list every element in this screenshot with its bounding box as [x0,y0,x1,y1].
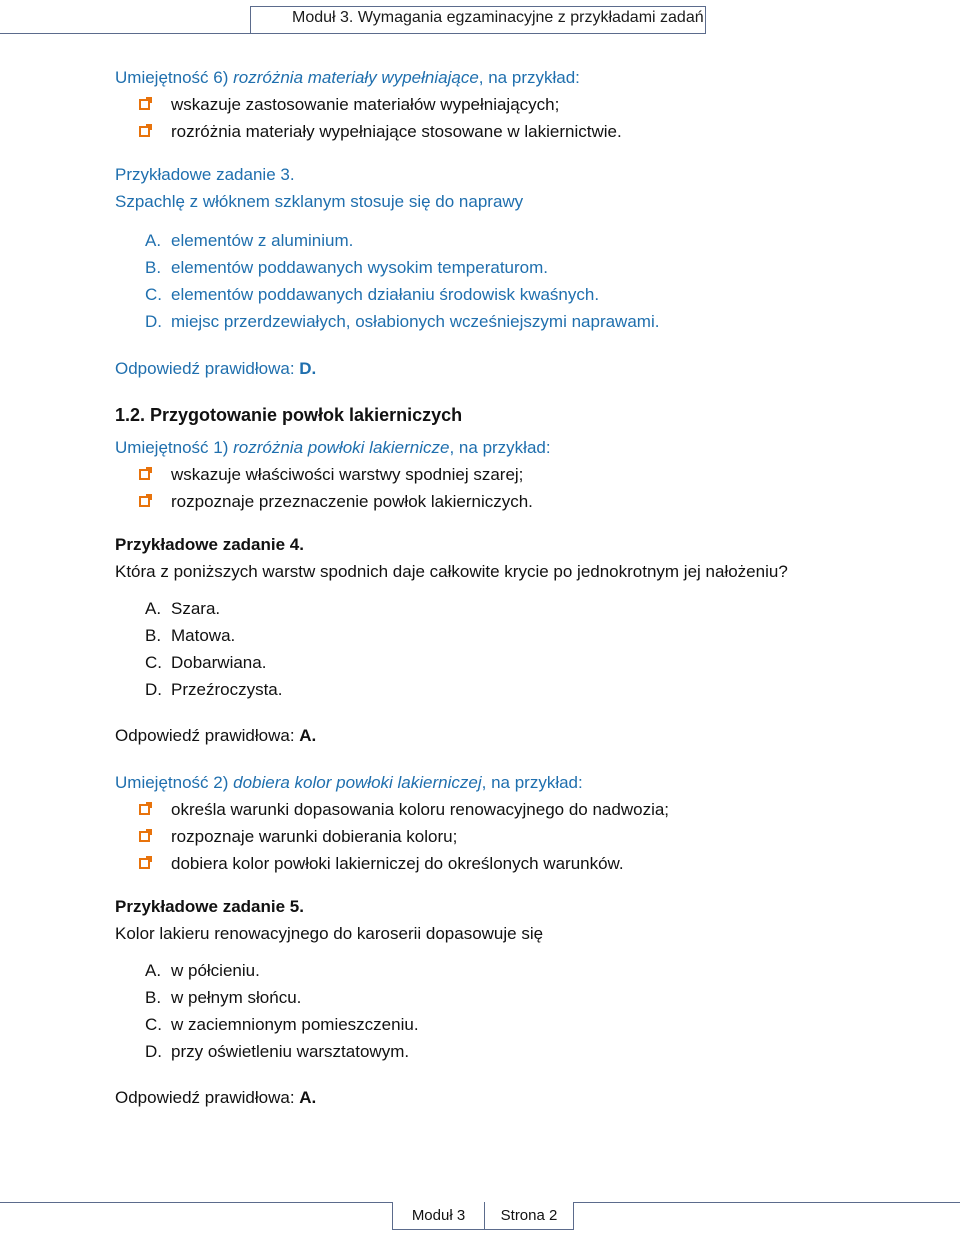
task4-option-letter-d: D. [145,680,162,699]
checkbox-bullet-icon [139,804,150,815]
skill1-prefix: Umiejętność 1) [115,438,234,457]
task5-answer-value: A. [299,1088,317,1107]
skill6-prefix: Umiejętność 6) [115,68,234,87]
task4-option-a: Szara. [171,599,221,618]
checkbox-bullet-icon [139,99,150,110]
task4-answer [115,725,316,747]
task3-option-letter-d: D. [145,312,162,331]
task5-answer-label: Odpowiedź prawidłowa: [115,1088,300,1107]
task3-answer [115,358,316,380]
task5-option-c: w zaciemnionym pomieszczeniu. [171,1015,419,1034]
task4-question: Która z poniższych warstw spodnich daje całkowite krycie po jednokrotnym jej nałożeniu? [115,562,788,581]
task3-question: Szpachlę z włóknem szklanym stosuje się do naprawy [115,192,524,211]
skill2-bullet-1: określa warunki dopasowania koloru renowacyjnego do nadwozia; [171,800,670,819]
task5-option-b: w pełnym słońcu. [171,988,302,1007]
task5-option-letter-b: B. [145,988,162,1007]
skill2-prefix: Umiejętność 2) [115,773,234,792]
skill6-italic: rozróżnia materiały wypełniające [233,68,479,87]
skill1-italic: rozróżnia powłoki lakiernicze [233,438,450,457]
task3-option-c: elementów poddawanych działaniu środowisk kwaśnych. [171,285,600,304]
checkbox-bullet-icon [139,126,150,137]
skill1-suffix: , na przykład: [449,438,551,457]
skill2-bullet-3: dobiera kolor powłoki lakierniczej do określonych warunków. [171,854,624,873]
task3-answer-label: Odpowiedź prawidłowa: [115,359,300,378]
checkbox-bullet-icon [139,831,150,842]
task4-option-c: Dobarwiana. [171,653,267,672]
task3-option-letter-b: B. [145,258,162,277]
task5-option-a: w półcieniu. [171,961,260,980]
header-title: Moduł 3. Wymagania egzaminacyjne z przykładami zadań [292,9,704,26]
skill1-bullet-1: wskazuje właściwości warstwy spodniej szarej; [171,465,524,484]
section-title: 1.2. Przygotowanie powłok lakierniczych [115,405,463,425]
footer-page-number: Strona 2 [484,1202,574,1230]
task4-option-d: Przeźroczysta. [171,680,283,699]
task4-answer-value: A. [299,726,317,745]
skill2-suffix: , na przykład: [481,773,583,792]
skill6-suffix: , na przykład: [478,68,580,87]
skill2-italic: dobiera kolor powłoki lakierniczej [233,773,482,792]
skill2-heading [115,772,583,794]
task4-title: Przykładowe zadanie 4. [115,535,304,554]
task5-option-d: przy oświetleniu warsztatowym. [171,1042,410,1061]
skill6-heading [115,67,580,89]
checkbox-bullet-icon [139,469,150,480]
task4-answer-label: Odpowiedź prawidłowa: [115,726,300,745]
task3-option-b: elementów poddawanych wysokim temperaturom. [171,258,549,277]
task3-option-letter-c: C. [145,285,162,304]
task4-option-letter-b: B. [145,626,162,645]
task4-option-letter-a: A. [145,599,162,618]
task3-option-letter-a: A. [145,231,162,250]
skill1-heading [115,437,551,459]
task5-option-letter-d: D. [145,1042,162,1061]
task3-option-d: miejsc przerdzewiałych, osłabionych wcześniejszymi naprawami. [171,312,660,331]
task5-question: Kolor lakieru renowacyjnego do karoserii dopasowuje się [115,924,544,943]
checkbox-bullet-icon [139,496,150,507]
task5-title: Przykładowe zadanie 5. [115,897,304,916]
task3-option-a: elementów z aluminium. [171,231,354,250]
task5-option-letter-a: A. [145,961,162,980]
task4-option-letter-c: C. [145,653,162,672]
checkbox-bullet-icon [139,858,150,869]
header-rule [0,33,706,34]
skill1-bullet-2: rozpoznaje przeznaczenie powłok lakierniczych. [171,492,533,511]
skill6-bullet-2: rozróżnia materiały wypełniające stosowane w lakiernictwie. [171,122,622,141]
task3-answer-value: D. [299,359,317,378]
task4-option-b: Matowa. [171,626,236,645]
skill6-bullet-1: wskazuje zastosowanie materiałów wypełniających; [171,95,560,114]
task3-title: Przykładowe zadanie 3. [115,165,295,184]
task5-option-letter-c: C. [145,1015,162,1034]
footer-module: Moduł 3 [392,1202,485,1230]
task5-answer [115,1087,316,1109]
skill2-bullet-2: rozpoznaje warunki dobierania koloru; [171,827,458,846]
